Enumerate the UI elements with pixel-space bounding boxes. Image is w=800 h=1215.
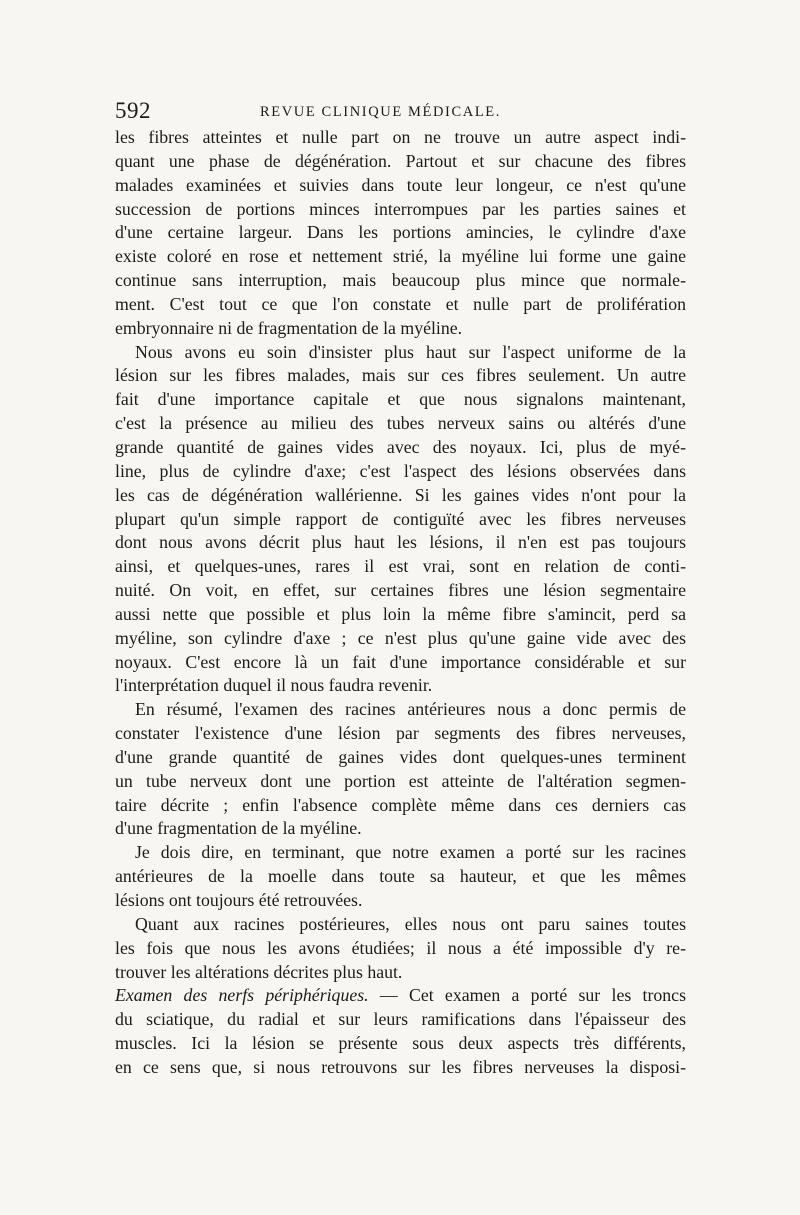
text-line: continue sans interruption, mais beaucoup plus mince que normale- [115, 270, 686, 291]
text-line: dont nous avons décrit plus haut les lésions, il n'en est pas toujours [115, 532, 686, 553]
section-heading: Examen des nerfs périphériques. [115, 985, 369, 1006]
text-line: grande quantité de gaines vides avec des noyaux. Ici, plus de myé- [115, 436, 686, 457]
text-line: taire décrite ; enfin l'absence complète même dans ces derniers cas [115, 794, 686, 815]
section-heading-continuation: — Cet examen a porté sur les troncs [379, 985, 686, 1006]
text-line: embryonnaire ni de fragmentation de la myéline. [115, 317, 463, 338]
text-line: En résumé, l'examen des racines antérieures nous a donc permis de [135, 699, 686, 720]
main-text-block [115, 126, 686, 984]
text-line: succession de portions minces interrompues par les parties saines et [115, 198, 686, 219]
text-line: nuité. On voit, en effet, sur certaines fibres une lésion segmentaire [115, 580, 686, 601]
text-line: antérieures de la moelle dans toute sa hauteur, et que les mêmes [115, 866, 686, 887]
text-line: aussi nette que possible et plus loin la même fibre s'amincit, perd sa [115, 603, 686, 624]
text-line: trouver les altérations décrites plus haut. [115, 961, 403, 982]
text-line: c'est la présence au milieu des tubes nerveux sains ou altérés d'une [115, 413, 686, 434]
text-line: les cas de dégénération wallérienne. Si les gaines vides n'ont pour la [115, 484, 686, 505]
text-line: constater l'existence d'une lésion par segments des fibres nerveuses, [115, 723, 686, 744]
text-line: plupart qu'un simple rapport de contiguïté avec les fibres nerveuses [115, 508, 686, 529]
page-header [115, 96, 685, 126]
text-line: Nous avons eu soin d'insister plus haut sur l'aspect uniforme de la [135, 341, 686, 362]
page-number: 592 [115, 98, 151, 123]
running-title: REVUE CLINIQUE MÉDICALE. [260, 104, 501, 120]
text-line: les fois que nous les avons étudiées; il nous a été impossible d'y re- [115, 937, 686, 958]
text-line: lésions ont toujours été retrouvées. [115, 890, 363, 910]
text-line: muscles. Ici la lésion se présente sous deux aspects très différents, [115, 1033, 686, 1054]
text-line: l'interprétation duquel il nous faudra revenir. [115, 675, 433, 696]
section-heading-line [115, 984, 686, 1008]
text-line: quant une phase de dégénération. Partout et sur chacune des fibres [115, 150, 686, 171]
text-line: Quant aux racines postérieures, elles nous ont paru saines toutes [135, 913, 686, 934]
text-line: malades examinées et suivies dans toute leur longeur, ce n'est qu'une [115, 174, 686, 195]
text-line: d'une certaine largeur. Dans les portions amincies, le cylindre d'axe [115, 222, 686, 243]
text-line: noyaux. C'est encore là un fait d'une importance considérable et sur [115, 651, 686, 672]
text-line: myéline, son cylindre d'axe ; ce n'est plus qu'une gaine vide avec des [115, 627, 686, 648]
text-line: fait d'une importance capitale et que nous signalons maintenant, [115, 389, 686, 410]
text-line: existe coloré en rose et nettement strié, la myéline lui forme une gaine [115, 246, 686, 267]
text-line: d'une grande quantité de gaines vides dont quelques-unes terminent [115, 746, 686, 767]
text-line: lésion sur les fibres malades, mais sur ces fibres seulement. Un autre [115, 365, 686, 386]
text-line: les fibres atteintes et nulle part on ne trouve un autre aspect indi- [115, 127, 686, 147]
body-text [115, 126, 686, 1080]
text-line: Je dois dire, en terminant, que notre examen a porté sur les racines [135, 842, 686, 863]
text-line: du sciatique, du radial et sur leurs ramifications dans l'épaisseur des [115, 1009, 686, 1030]
text-line: line, plus de cylindre d'axe; c'est l'aspect des lésions observées dans [115, 460, 686, 481]
text-line: ainsi, et quelques-unes, rares il est vrai, sont en relation de conti- [115, 556, 686, 577]
section-text-block [115, 1008, 686, 1080]
text-line: d'une fragmentation de la myéline. [115, 818, 362, 839]
text-line: ment. C'est tout ce que l'on constate et nulle part de prolifération [115, 293, 686, 314]
text-line: en ce sens que, si nous retrouvons sur les fibres nerveuses la disposi- [115, 1056, 686, 1077]
text-line: un tube nerveux dont une portion est atteinte de l'altération segmen- [115, 770, 686, 791]
